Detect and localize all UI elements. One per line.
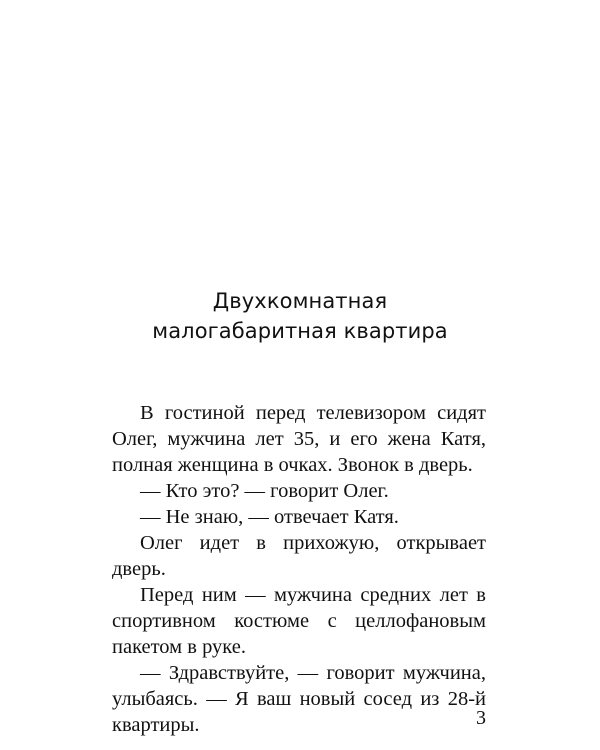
paragraph: Перед ним — мужчина средних лет в спортивном костюме с целлофановым пакетом в руке. bbox=[112, 584, 486, 658]
page-number: 3 bbox=[476, 707, 486, 729]
paragraph: — Не знаю, — отвечает Катя. bbox=[140, 506, 399, 528]
paragraph: — Здравствуйте, — говорит мужчина, улыбаясь. — Я ваш новый сосед из 28-й квартиры. bbox=[112, 662, 486, 736]
paragraph: Олег идет в прихожую, открывает дверь. bbox=[112, 532, 486, 580]
chapter-title bbox=[0, 286, 600, 346]
chapter-title-line-2: малогабаритная квартира bbox=[152, 319, 448, 343]
paragraph: — Кто это? — говорит Олег. bbox=[140, 480, 389, 502]
chapter-body bbox=[112, 400, 486, 738]
chapter-title-line-1: Двухкомнатная bbox=[212, 289, 388, 313]
paragraph: В гостиной перед телевизором сидят Олег, мужчина лет 35, и его жена Катя, полная женщина в очках. Звонок в дверь. bbox=[112, 402, 486, 476]
